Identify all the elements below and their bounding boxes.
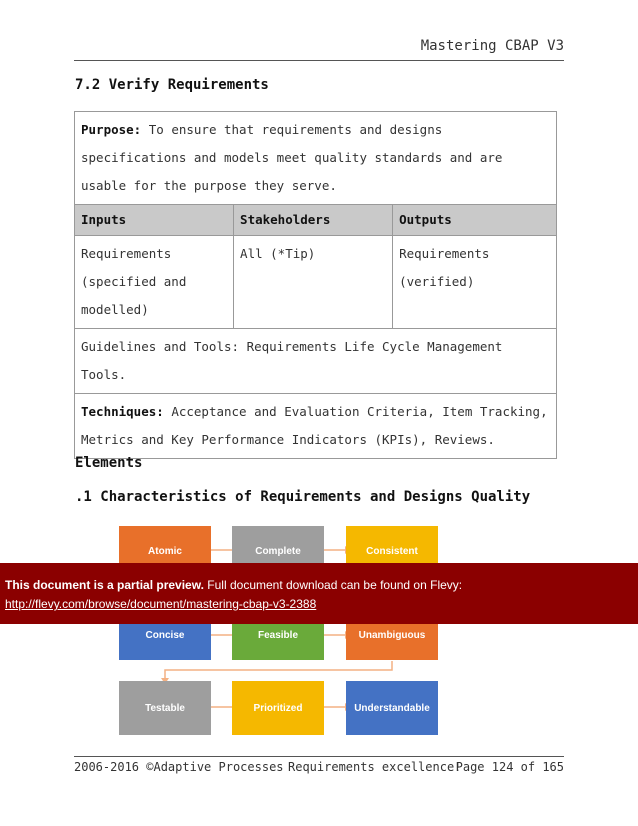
requirements-table (74, 111, 557, 459)
box-testable: Testable (119, 681, 211, 735)
footer-page-number: Page 124 of 165 (455, 760, 564, 774)
purpose-label: Purpose: (81, 122, 142, 137)
header-divider (74, 60, 564, 61)
techniques-text: Acceptance and Evaluation Criteria, Item Tracking, Metrics and Key Performance Indicators (KPIs), Reviews. (81, 404, 548, 447)
techniques-cell (75, 394, 557, 459)
box-complete: Complete (232, 526, 324, 576)
table-header-row (75, 205, 557, 236)
guidelines-cell: Guidelines and Tools: Requirements Life Cycle Management Tools. (75, 329, 557, 394)
header-inputs: Inputs (75, 205, 234, 236)
box-unambiguous: Unambiguous (346, 610, 438, 660)
table-row (75, 236, 557, 329)
box-concise: Concise (119, 610, 211, 660)
purpose-cell (75, 112, 557, 205)
cell-stakeholders: All (*Tip) (234, 236, 393, 329)
box-understandable: Understandable (346, 681, 438, 735)
footer-tagline: Requirements excellence! (288, 760, 462, 774)
header-outputs: Outputs (393, 205, 557, 236)
cell-outputs: Requirements (verified) (393, 236, 557, 329)
elements-subheading: .1 Characteristics of Requirements and Designs Quality (75, 489, 531, 505)
cell-inputs: Requirements (specified and modelled) (75, 236, 234, 329)
techniques-label: Techniques: (81, 404, 164, 419)
arrow-unambiguous-testable (165, 661, 392, 680)
box-atomic: Atomic (119, 526, 211, 576)
banner-text: Full document download can be found on Flevy: (207, 578, 463, 592)
banner-bold-text: This document is a partial preview. (5, 578, 204, 592)
purpose-text: To ensure that requirements and designs specifications and models meet quality standards and are usable for the purpose they serve. (81, 122, 503, 193)
banner-message (5, 578, 462, 592)
banner-download-link[interactable]: http://flevy.com/browse/document/mastering-cbap-v3-2388 (5, 597, 317, 611)
footer-copyright: 2006-2016 ©Adaptive Processes (74, 760, 284, 774)
box-consistent: Consistent (346, 526, 438, 576)
box-prioritized: Prioritized (232, 681, 324, 735)
quality-characteristics-diagram (105, 520, 450, 750)
section-title: 7.2 Verify Requirements (75, 77, 269, 93)
header-title: Mastering CBAP V3 (420, 38, 564, 54)
footer-divider (74, 756, 564, 757)
elements-heading: Elements (75, 455, 143, 471)
preview-banner (0, 563, 638, 624)
header-stakeholders: Stakeholders (234, 205, 393, 236)
box-feasible: Feasible (232, 610, 324, 660)
